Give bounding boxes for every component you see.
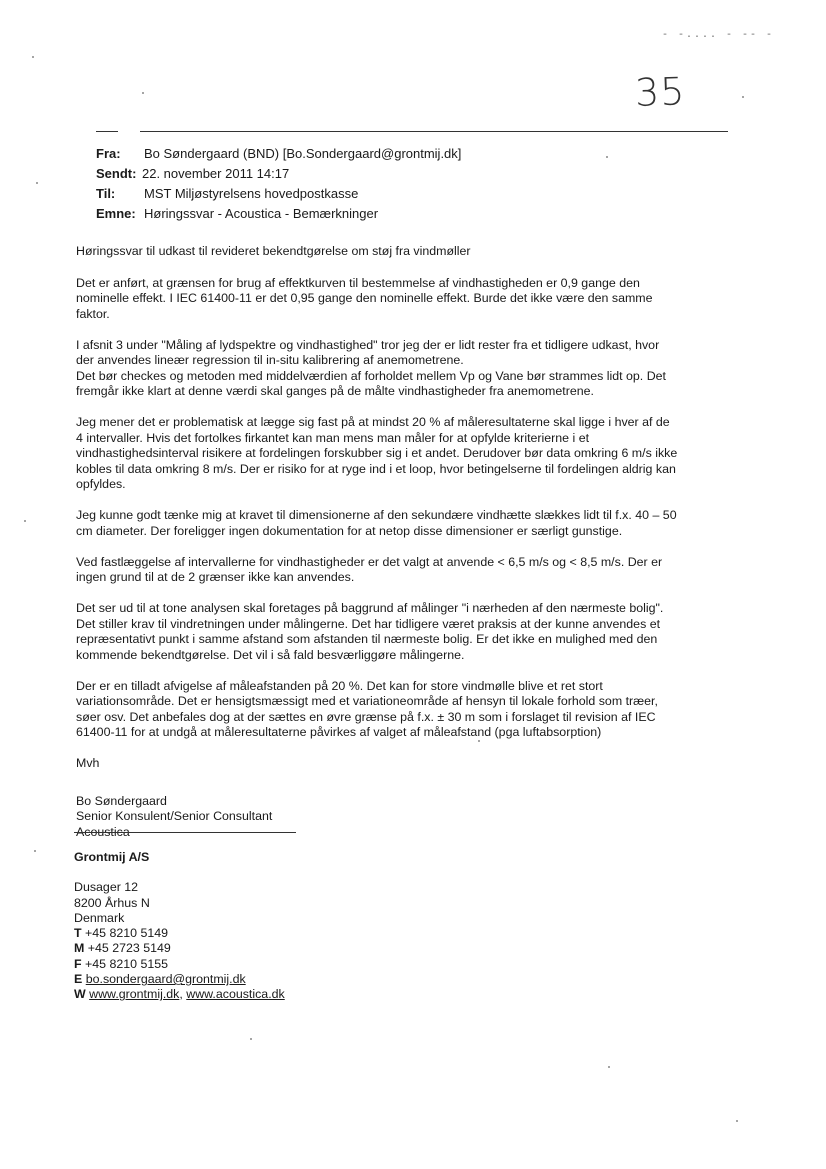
text-line: kobles til data omkring 8 m/s. Der er risiko for at ryge ind i et loop, hvor betingelserne til fordelingen aldrig kan — [76, 461, 676, 476]
to-value: MST Miljøstyrelsens hovedpostkasse — [144, 186, 359, 201]
text-line: Jeg kunne godt tænke mig at kravet til dimensionerne af den sekundære vindhætte slækkes lidt til f.x. 40 – 50 — [76, 508, 677, 522]
scan-speck — [742, 96, 744, 98]
from-value: Bo Søndergaard (BND) [Bo.Sondergaard@grontmij.dk] — [144, 146, 462, 161]
text-line: Ved fastlæggelse af intervallerne for vindhastigheder er det valgt at anvende < 6,5 m/s og < 8,5 m/s. Der er — [76, 554, 663, 569]
phone-line — [74, 926, 285, 941]
sent-row — [96, 164, 461, 184]
company-name: Grontmij A/S — [74, 850, 150, 864]
address-city: 8200 Århus N — [74, 895, 150, 910]
email-body — [76, 244, 740, 840]
subject-row — [96, 204, 461, 224]
text-line: 61400-11 for at undgå at måleresultaterne påvirkes af valget af måleafstand (pga luftabsorption) — [76, 725, 602, 739]
from-row — [96, 144, 461, 164]
web-link-acoustica[interactable]: www.acoustica.dk — [186, 987, 285, 1002]
signoff: Mvh — [76, 756, 100, 770]
text-line: fremgår ikke klart at denne værdi skal ganges på de målte vindhastigheder fra anemometrene. — [76, 384, 594, 398]
scan-speck — [736, 1120, 738, 1122]
mobile-label: M — [74, 941, 85, 956]
signature-name: Bo Søndergaard — [76, 793, 167, 808]
email-line — [74, 972, 285, 987]
web-label: W — [74, 987, 86, 1002]
paragraph-anemometer — [76, 338, 740, 400]
to-row — [96, 184, 461, 204]
fax-value: +45 8210 5155 — [85, 956, 169, 971]
text-line: vindhastighedsinterval risikere at fordelingen forskubber sig i et andet. Derudover bør data omkring 6 m/s ikke — [76, 446, 678, 460]
web-link-grontmij[interactable]: www.grontmij.dk — [89, 987, 180, 1002]
text-line: faktor. — [76, 306, 110, 321]
text-line: Det er anført, at grænsen for brug af effektkurven til bestemmelse af vindhastigheden er 0,9 gange den — [76, 275, 640, 290]
signature-company: Acoustica — [76, 824, 130, 839]
subject-label: Emne: — [96, 206, 136, 221]
scan-speck — [606, 156, 608, 158]
to-label: Til: — [96, 186, 116, 201]
text-line: der anvendes lineær regression til in-situ kalibrering af anemometrene. — [76, 353, 464, 367]
text-line: Der er en tilladt afvigelse af måleafstanden på 20 %. Det kan for store vindmølle blive et ret stort — [76, 678, 603, 693]
text-line: Det bør checkes og metoden med middelværdien af forholdet mellem Vp og Vane bør strammes lidt op. Det — [76, 368, 666, 383]
header-rule-left — [96, 131, 118, 132]
from-label: Fra: — [96, 146, 121, 161]
phone-label: T — [74, 926, 82, 941]
body-subject-line: Høringssvar til udkast til revideret bekendtgørelse om støj fra vindmøller — [76, 244, 471, 258]
text-line: 4 intervaller. Hvis det fortolkes firkantet kan man mens man måler for at opfylde kriterierne i et — [76, 430, 590, 445]
corner-mark: - -.... - -- - — [662, 30, 775, 41]
text-line: I afsnit 3 under "Måling af lydspektre og vindhastighed" tror jeg der er lidt rester fra et tidligere udkast, hvor — [76, 337, 660, 352]
email-link[interactable]: bo.sondergaard@grontmij.dk — [85, 972, 246, 987]
scan-speck — [34, 850, 36, 852]
text-line: opfyldes. — [76, 477, 126, 491]
text-line: Det stiller krav til vindretningen under målingerne. Det har tidligere været praksis at der kunne anvendes et — [76, 616, 661, 631]
paragraph-tone-analysis — [76, 601, 740, 663]
text-line: nominelle effekt. I IEC 61400-11 er det 0,95 gange den nominelle effekt. Burde det ikke være den samme — [76, 291, 653, 305]
company-block — [74, 850, 285, 1003]
scan-speck — [478, 740, 480, 742]
paragraph-effect-curve — [76, 276, 740, 323]
page-number-stamp: 35 — [634, 69, 687, 115]
address-street: Dusager 12 — [74, 880, 139, 895]
paragraph-intervals — [76, 415, 740, 493]
paragraph-measurement-distance — [76, 679, 740, 741]
web-line — [74, 987, 285, 1002]
signature-title: Senior Konsulent/Senior Consultant — [76, 809, 273, 823]
fax-line — [74, 957, 285, 972]
address-country: Denmark — [74, 910, 125, 925]
mobile-line — [74, 941, 285, 956]
subject-value: Høringssvar - Acoustica - Bemærkninger — [144, 206, 379, 221]
phone-value: +45 8210 5149 — [85, 926, 169, 941]
text-line: variationsområde. Det er hensigtsmæssigt med et variationeområde af hensyn til lokale forhold som træer, — [76, 694, 658, 708]
signature-rule — [74, 832, 296, 833]
fax-label: F — [74, 956, 82, 971]
scan-speck — [250, 1038, 252, 1040]
text-line: repræsentativt punkt i samme afstand som afstanden til nærmeste bolig. Er det ikke en mulighed med den — [76, 632, 658, 646]
text-line: kommende bekendtgørelse. Det vil i så fald besværliggøre målingerne. — [76, 647, 465, 662]
sent-label: Sendt: — [96, 166, 137, 181]
email-label: E — [74, 972, 83, 987]
paragraph-wind-hood — [76, 508, 740, 539]
text-line: ingen grund til at de 2 grænser ikke kan anvendes. — [76, 570, 355, 584]
email-header — [96, 144, 461, 224]
sent-value: 22. november 2011 14:17 — [142, 166, 290, 181]
text-line: søer osv. Det anbefales dog at der sættes en øvre grænse på f.x. ± 30 m som i forslaget til revision af IEC — [76, 709, 656, 724]
text-line: cm diameter. Der foreligger ingen dokumentation for at netop disse dimensioner er særligt gunstige. — [76, 523, 623, 538]
scan-speck — [142, 92, 144, 94]
web-separator: , — [179, 987, 187, 1002]
scan-speck — [32, 56, 34, 58]
header-rule-right — [140, 131, 728, 132]
paragraph-wind-speed-limits — [76, 555, 740, 586]
signature — [76, 794, 740, 841]
text-line: Det ser ud til at tone analysen skal foretages på baggrund af målinger "i nærheden af den nærmeste bolig". — [76, 601, 664, 615]
scan-speck — [608, 1066, 610, 1068]
mobile-value: +45 2723 5149 — [87, 941, 171, 956]
text-line: Jeg mener det er problematisk at lægge sig fast på at mindst 20 % af måleresultaterne skal ligge i hver af de — [76, 415, 670, 429]
scan-speck — [24, 520, 26, 522]
scan-speck — [36, 182, 38, 184]
